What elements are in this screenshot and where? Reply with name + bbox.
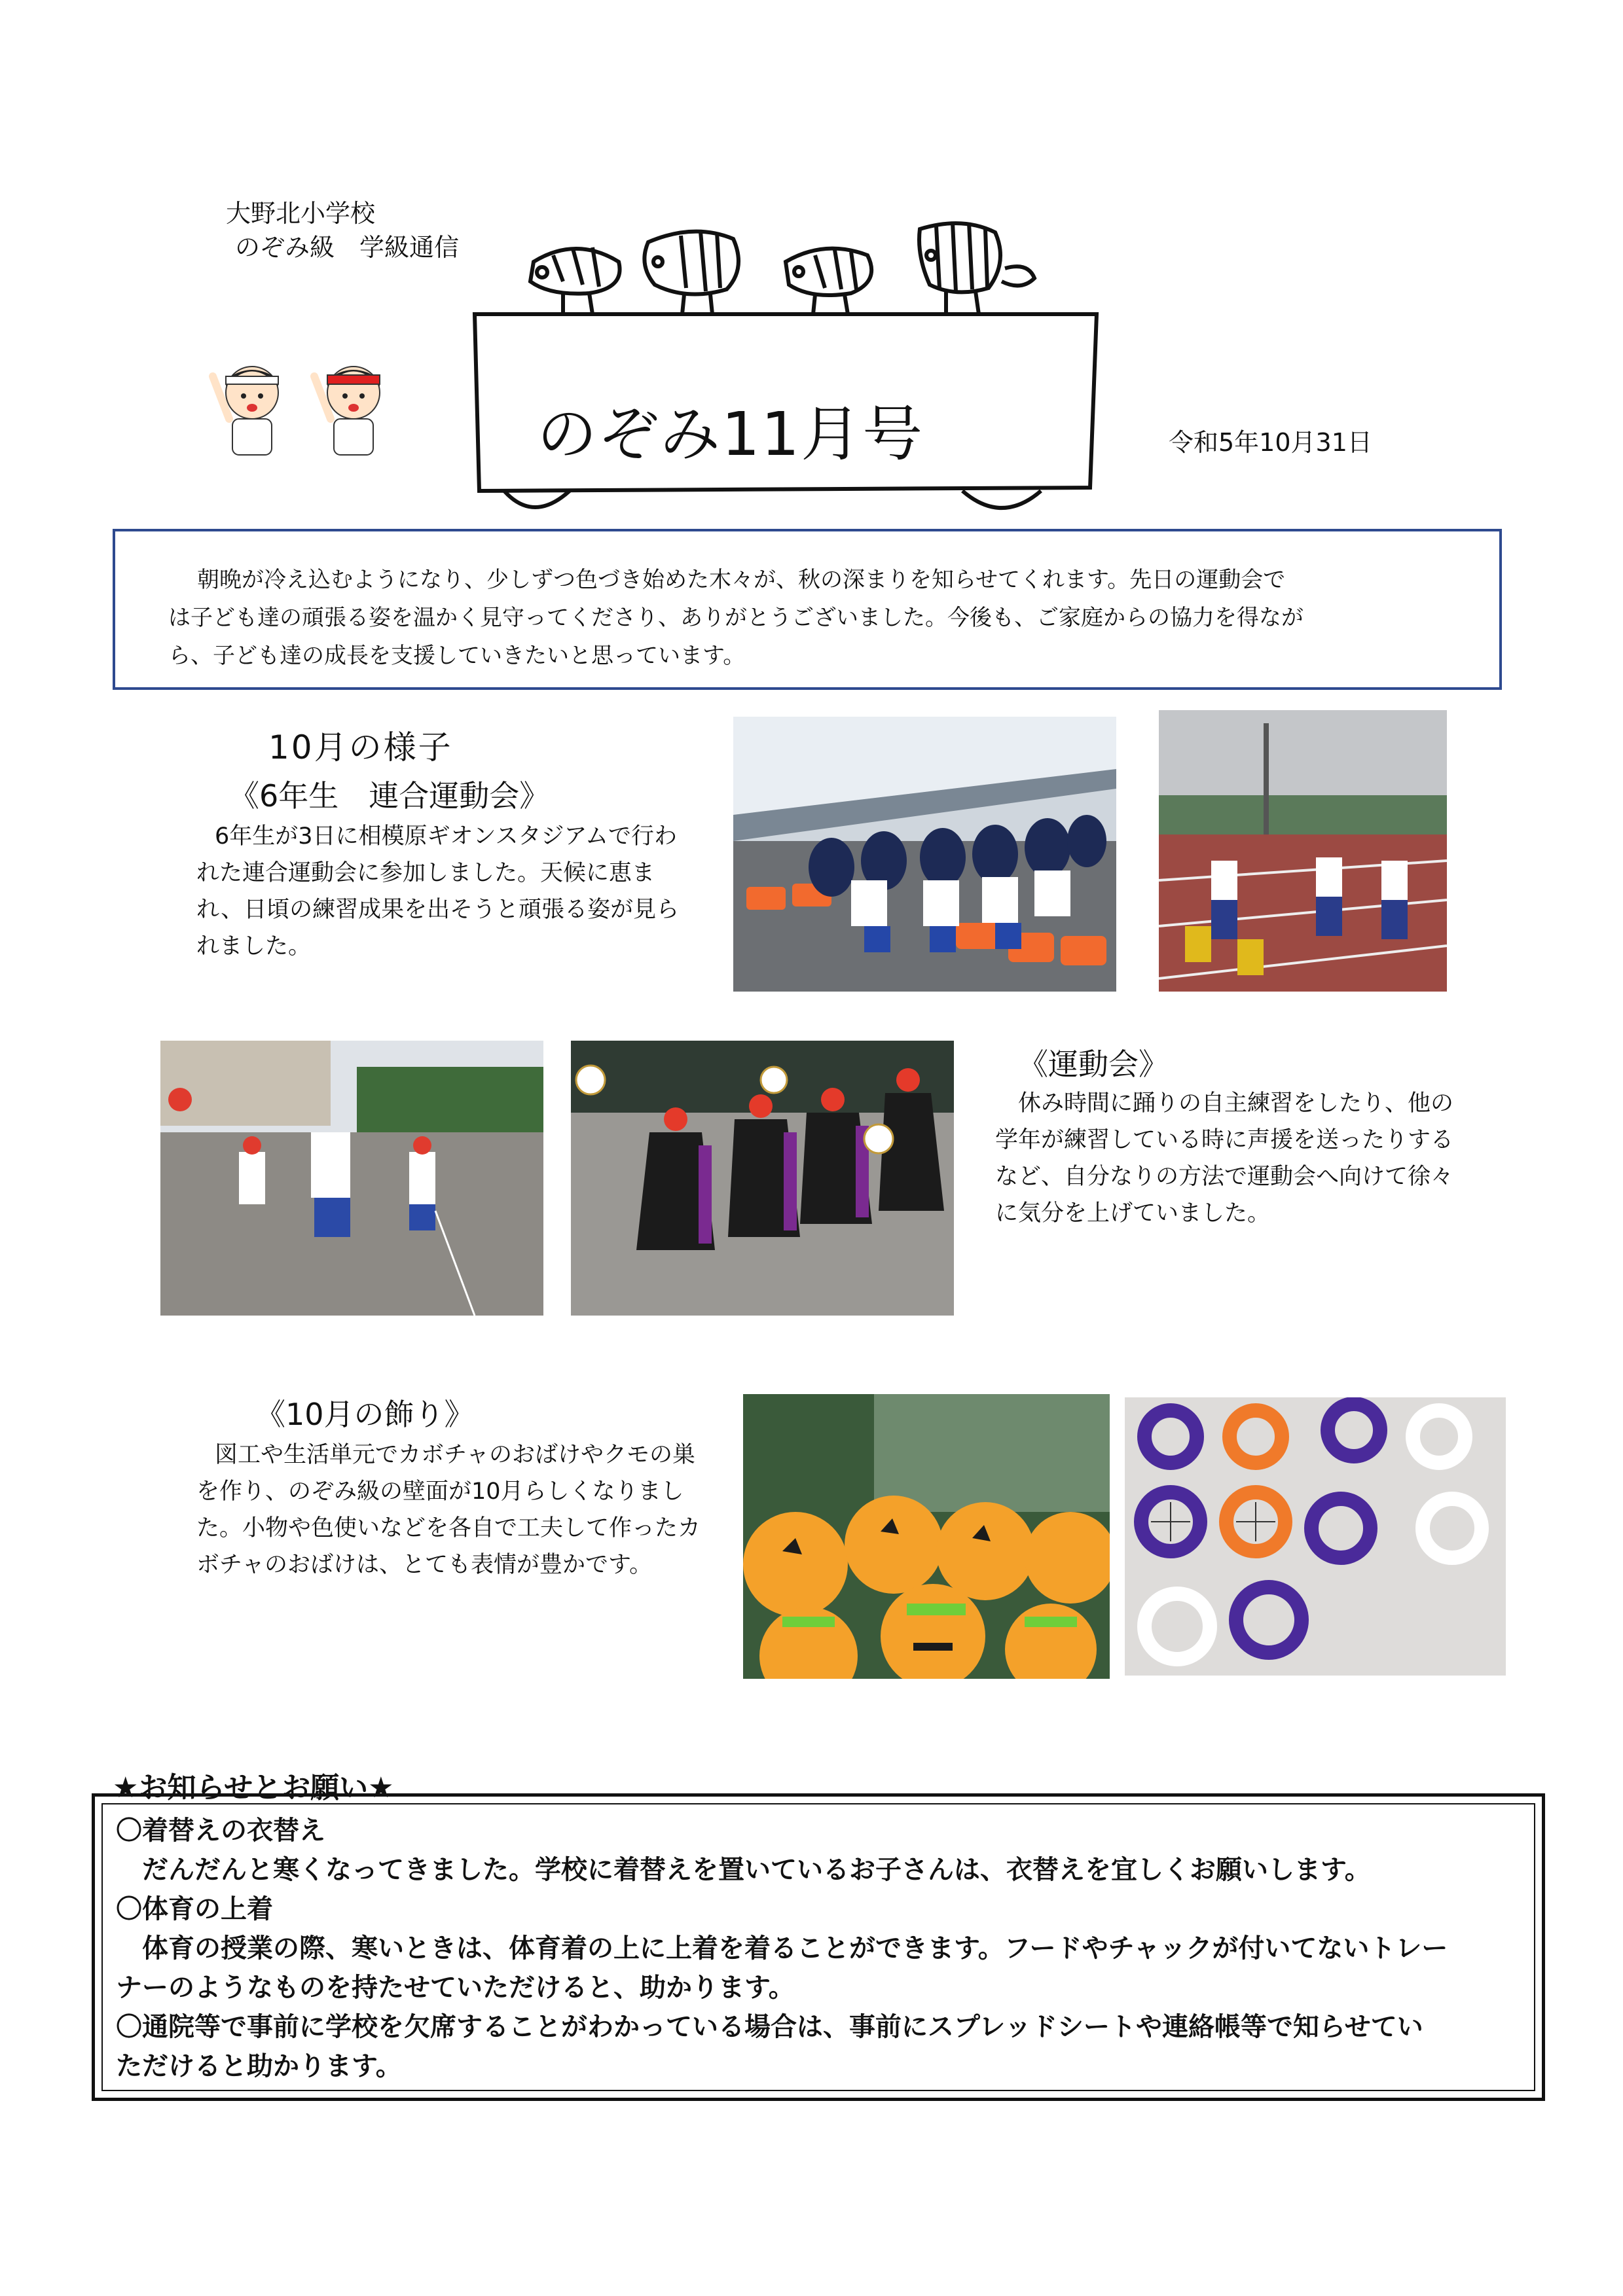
title-illustration	[458, 216, 1106, 524]
notice-item3-line2: ただけると助かります。	[116, 2051, 402, 2081]
photo-track-race	[1159, 710, 1447, 992]
intro-line-1: 朝晩が冷え込むようになり、少しずつ色づき始めた木々が、秋の深まりを知らせてくれます。先日の運動会で	[197, 567, 1286, 593]
notice-item2-title: 〇体育の上着	[116, 1894, 273, 1924]
intro-line-2: は子ども達の頑張る姿を温かく見守ってくださり、ありがとうございました。今後も、ご家庭からの協力を得なが	[168, 605, 1304, 631]
notice-item2-body-2: ナーのようなものを持たせていただけると、助かります。	[116, 1973, 795, 2003]
notice-heading: ★お知らせとお願い★	[113, 1771, 394, 1804]
kazari-heading: 《10月の飾り》	[255, 1397, 475, 1432]
section-title: 10月の様子	[268, 728, 453, 766]
undokai-heading: 《運動会》	[1018, 1047, 1169, 1082]
kazari-body: 図工や生活単元でカボチャのおばけやクモの巣を作り、のぞみ級の壁面が10月らしくなりました。小物や色使いなどを各自で工夫して作ったカボチャのおばけは、とても表情が豊かです。	[196, 1442, 701, 1578]
photo-stadium-stands	[733, 717, 1116, 992]
photo-dance-performance	[571, 1041, 954, 1316]
notice-item2-body-1: 体育の授業の際、寒いときは、体育着の上に上着を着ることができます。フードやチャックが付いてないトレー	[142, 1933, 1448, 1964]
children-illustration	[196, 357, 412, 461]
issue-date: 令和5年10月31日	[1169, 428, 1372, 457]
newsletter-title: のぞみ11月号	[537, 399, 924, 469]
school-info	[226, 196, 459, 264]
photo-pumpkin-ghosts	[743, 1394, 1110, 1679]
notice-box	[92, 1793, 1545, 2101]
notice-item1-body: だんだんと寒くなってきました。学校に着替えを置いているお子さんは、衣替えを宜しくお願いします。	[142, 1855, 1371, 1885]
rengou-heading: 《6年生 連合運動会》	[229, 778, 550, 814]
newsletter-subtitle: のぞみ級 学級通信	[235, 233, 460, 262]
notice-item1-title: 〇着替えの衣替え	[116, 1816, 325, 1846]
photo-spider-web-wreaths	[1125, 1397, 1506, 1676]
rengou-body: 6年生が3日に相模原ギオンスタジアムで行われた連合運動会に参加しました。天候に恵まれ、日頃の練習成果を出そうと頑張る姿が見られました。	[196, 823, 680, 960]
school-name: 大野北小学校	[226, 199, 376, 228]
intro-box	[113, 529, 1502, 690]
intro-line-3: ら、子ども達の成長を支援していきたいと思っています。	[168, 643, 746, 669]
undokai-body: 休み時間に踊りの自主練習をしたり、他の学年が練習している時に声援を送ったりするなど、自分なりの方法で運動会へ向けて徐々に気分を上げていました。	[995, 1090, 1454, 1227]
notice-item3-line1: 〇通院等で事前に学校を欠席することがわかっている場合は、事前にスプレッドシートや連絡帳等で知らせてい	[116, 2012, 1423, 2042]
photo-dance-practice	[160, 1041, 543, 1316]
